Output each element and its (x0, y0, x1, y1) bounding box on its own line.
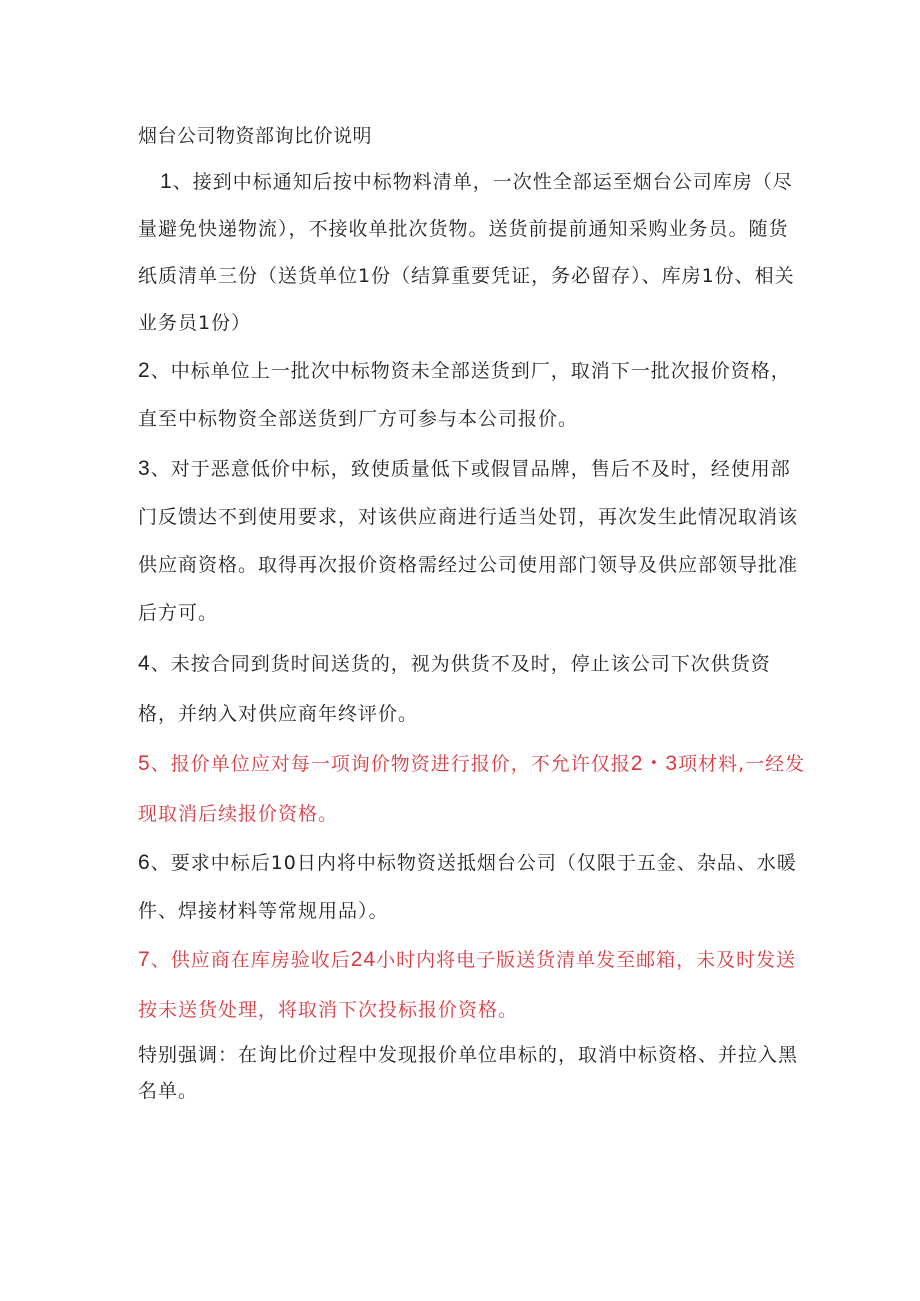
clause-5 (138, 739, 808, 839)
clause-3-text: 、对于恶意低价中标，致使质量低下或假冒品牌，售后不及时，经使用部门反馈达不到使用要求，对该供应商进行适当处罚，再次发生此情况取消该供应商资格。取得再次报价资格需经过公司使用部门领导及供应部领导批准后方可。 (138, 458, 799, 624)
clause-4-text: 、未按合同到货时间送货的，视为供货不及时，停止该公司下次供货资格，并纳入对供应商年终评价。 (138, 653, 771, 725)
special-note: 特别强调：在询比价过程中发现报价单位串标的，取消中标资格、并拉入黑名单。 (138, 1044, 799, 1102)
clause-7 (138, 935, 808, 1035)
clause-2-text: 、中标单位上一批次中标物资未全部送货到厂，取消下一批次报价资格，直至中标物资全部送货到厂方可参与本公司报价。 (138, 360, 791, 430)
clause-1-number: 1 (160, 170, 173, 193)
clause-2-number: 2 (138, 359, 151, 382)
clause-5-text-a: 、报价单位应对每一项询价物资进行报价，不允许仅报 (150, 753, 631, 775)
clause-5-number: 5 (138, 752, 151, 775)
document-title: 烟台公司物资部询比价说明 (138, 125, 373, 147)
clause-7-number: 7 (138, 948, 151, 971)
clause-3-number: 3 (138, 457, 151, 480)
document-body (138, 118, 808, 1109)
clause-5-emphasis: 2・3 (630, 752, 679, 775)
clause-1-text: 、接到中标通知后按中标物料清单，一次性全部运至烟台公司库房（尽量避免快递物流），不接收单批次货物。送货前提前通知采购业务员。随货纸质清单三份（送货单位1份（结算重要凭证，务必留存）、库房1份、相关业务员1份） (138, 171, 795, 334)
clause-5-text-b: 项材料,一经发现取消后续报价资格。 (138, 753, 806, 825)
clause-6-text: 、要求中标后10日内将中标物资送抵烟台公司（仅限于五金、杂品、水暖件、焊接材料等常规用品）。 (138, 852, 797, 922)
clause-1 (138, 158, 808, 347)
clause-3 (138, 445, 808, 637)
clause-4-number: 4 (138, 652, 151, 675)
clause-2 (138, 347, 808, 443)
clause-6 (138, 839, 808, 935)
clause-7-text-a: 、供应商在库房验收后 (150, 949, 351, 971)
clause-4 (138, 639, 808, 739)
clause-7-emphasis: 24 (350, 948, 377, 971)
clause-7-text-b: 小时内将电子版送货清单发至邮箱，未及时发送按未送货处理，将取消下次投标报价资格。 (138, 949, 797, 1021)
clause-6-number: 6 (138, 851, 151, 874)
